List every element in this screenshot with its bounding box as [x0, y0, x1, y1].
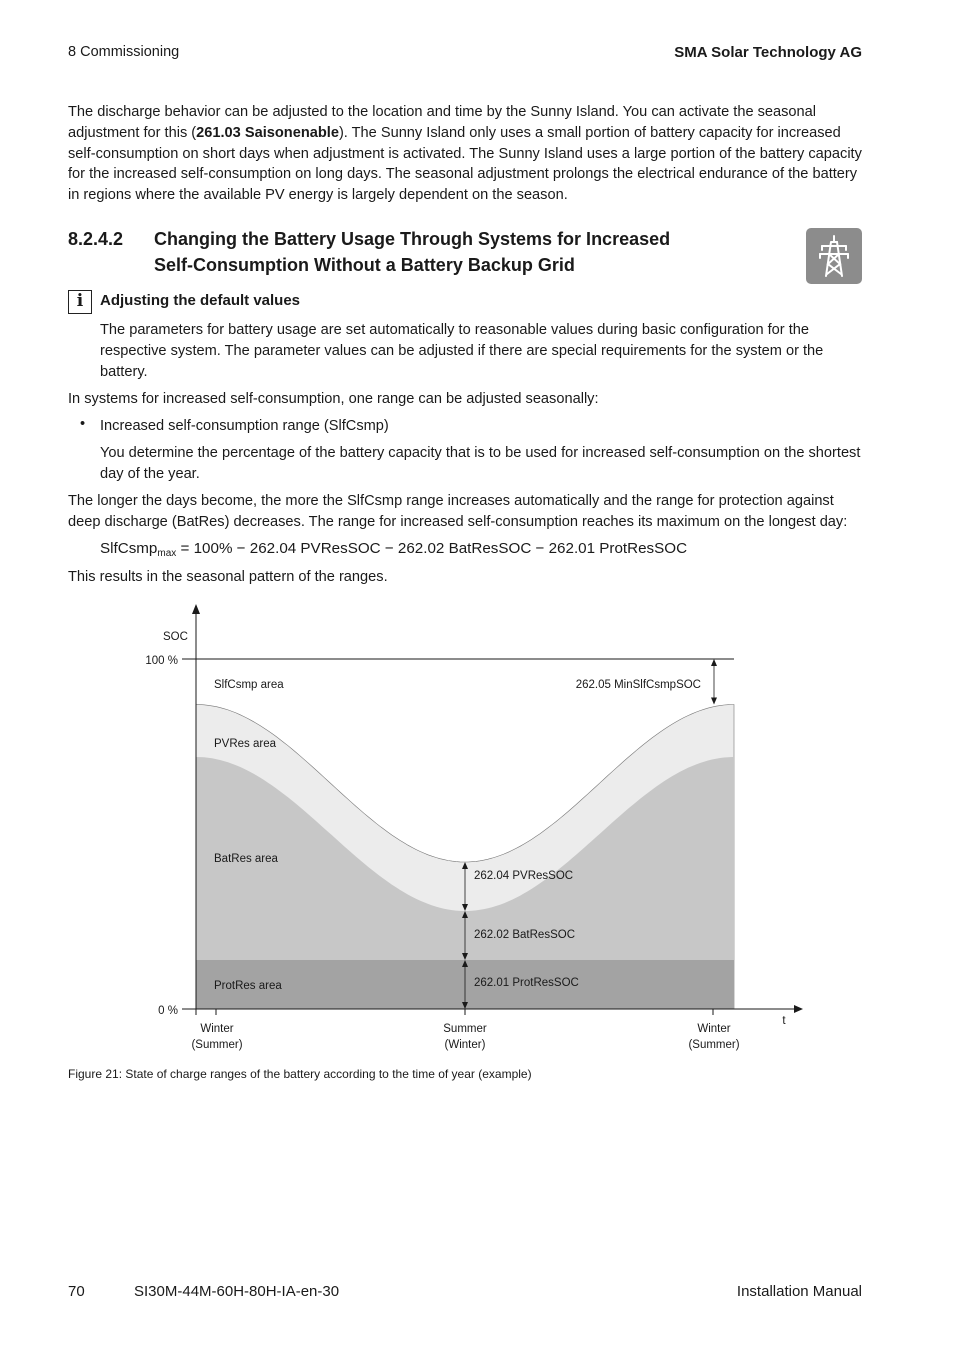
pvres-area-label: PVRes area: [214, 738, 277, 750]
min-slfcsmp-soc-label: 262.05 MinSlfCsmpSOC: [575, 679, 701, 691]
section-title: Changing the Battery Usage Through Systems for Increased Self-Consumption Without a Battery Backup Grid: [154, 229, 671, 275]
pvres-soc-label: 262.04 PVResSOC: [474, 870, 574, 882]
bullet-item: Increased self-consumption range (SlfCsmp): [100, 418, 389, 434]
page-number: 70: [68, 1283, 85, 1300]
x-tick-winter-2-line2: (Summer): [688, 1039, 740, 1051]
formula: SlfCsmp$_{max}$ = 100% − 262.04 PVResSOC − 262.02 BatResSOC − 262.01 ProtResSOC: [100, 540, 688, 559]
x-tick-summer-line1: Summer: [443, 1023, 487, 1035]
body-paragraph-2: The longer the days become, the more the SlfCsmp range increases automatically and the range for protection against deep discharge (BatRes) decreases. The range for increased self-consumption reaches its maximum on the longest day:: [68, 493, 848, 530]
x-axis-label: t: [782, 1015, 786, 1027]
y-axis-label: SOC: [163, 631, 188, 643]
slfcsmp-area-label: SlfCsmp area: [214, 679, 284, 691]
tick-label-0: 0 %: [158, 1005, 178, 1017]
info-text: The parameters for battery usage are set automatically to reasonable values during basic configuration for the respective system. The parameter values can be adjusted if there are special requirements for the system or the battery.: [100, 322, 824, 380]
x-axis-arrow: [794, 1005, 803, 1013]
info-title: Adjusting the default values: [100, 292, 301, 309]
intro-paragraph: The discharge behavior can be adjusted to the location and time by the Sunny Island. You can activate the seasonal adjustment for this (261.03 Saisonenable). The Sunny Island only uses a small portion of battery capacity for increased self-consumption on short days when adjustment is activated. The Sunny Island uses a large portion of the battery capacity for the increased self-consumption on long days. The seasonal adjustment prolongs the electrical endurance of the battery in regions where the available PV energy is largely dependent on the season.: [68, 104, 862, 204]
x-tick-summer-line2: (Winter): [444, 1039, 486, 1051]
axis-ticks: [216, 1009, 713, 1015]
protres-soc-label: 262.01 ProtResSOC: [474, 977, 579, 989]
param-saisonenable: 261.03 Saisonenable: [196, 124, 339, 141]
batres-area-label: BatRes area: [214, 853, 278, 865]
section-number: 8.2.4.2: [68, 229, 124, 249]
document-id: SI30M-44M-60H-80H-IA-en-30: [134, 1283, 340, 1300]
body-paragraph-3: This results in the seasonal pattern of the ranges.: [68, 569, 388, 585]
info-icon: i: [68, 290, 92, 314]
bullet-symbol: •: [80, 416, 86, 432]
y-axis-arrow: [192, 604, 200, 614]
header-company: SMA Solar Technology AG: [674, 44, 862, 61]
x-tick-winter-2-line1: Winter: [697, 1023, 731, 1035]
tick-label-100: 100 %: [145, 655, 178, 667]
protres-area-label: ProtRes area: [214, 980, 282, 992]
x-tick-winter-1-line2: (Summer): [191, 1039, 243, 1051]
body-paragraph-1: In systems for increased self-consumption, one range can be adjusted seasonally:: [68, 391, 599, 407]
figure-caption: Figure 21: State of charge ranges of the battery according to the time of year (example): [68, 1067, 532, 1081]
batres-soc-label: 262.02 BatResSOC: [474, 929, 576, 941]
bullet-description: You determine the percentage of the battery capacity that is to be used for increased self-consumption on the shortest day of the year.: [100, 445, 861, 482]
header-section: 8 Commissioning: [68, 44, 180, 60]
document-type: Installation Manual: [736, 1283, 862, 1300]
x-tick-winter-1-line1: Winter: [200, 1023, 234, 1035]
